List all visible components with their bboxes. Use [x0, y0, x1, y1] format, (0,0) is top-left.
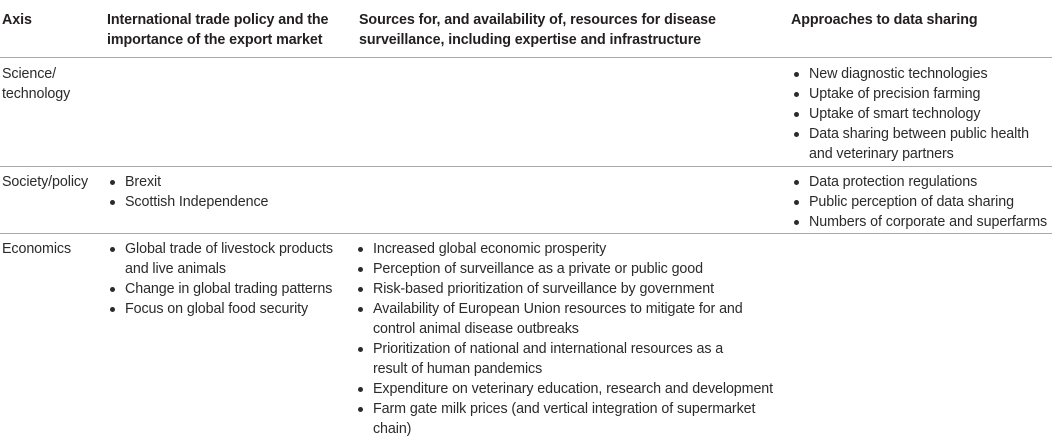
row-axis-label: Science/ technology	[2, 66, 71, 102]
header-trade-policy: International trade policy and the importance of the export market	[107, 12, 329, 48]
list-item: New diagnostic technologies	[791, 64, 1052, 84]
list-item: Scottish Independence	[107, 192, 347, 212]
row-divider	[0, 233, 1052, 234]
row-axis-label: Economics	[2, 241, 72, 257]
list-item: Focus on global food security	[107, 299, 347, 319]
header-axis: Axis	[2, 12, 32, 28]
list-item: Risk-based prioritization of surveillance by government	[355, 279, 775, 299]
list-item: Data sharing between public health and veterinary partners	[791, 124, 1052, 164]
list-item: Uptake of precision farming	[791, 84, 1052, 104]
header-resources: Sources for, and availability of, resources for disease surveillance, including expertise and infrastructure	[359, 12, 716, 48]
bullet-list	[791, 172, 1052, 232]
list-item: Global trade of livestock products and live animals	[107, 239, 347, 279]
bullet-list	[791, 64, 1052, 164]
list-item: Perception of surveillance as a private or public good	[355, 259, 775, 279]
list-item: Expenditure on veterinary education, research and development	[355, 379, 775, 399]
list-item: Uptake of smart technology	[791, 104, 1052, 124]
row-data-sharing-cell	[791, 172, 1052, 232]
bullet-list	[107, 172, 347, 212]
header-divider	[0, 57, 1052, 58]
list-item: Numbers of corporate and superfarms	[791, 212, 1052, 232]
header-data-sharing: Approaches to data sharing	[791, 12, 978, 28]
bullet-list	[355, 239, 775, 439]
row-divider	[0, 166, 1052, 167]
list-item: Farm gate milk prices (and vertical integration of supermarket chain)	[355, 399, 775, 439]
list-item: Increased global economic prosperity	[355, 239, 775, 259]
row-resources-cell	[355, 239, 775, 439]
row-data-sharing-cell	[791, 64, 1052, 164]
list-item: Change in global trading patterns	[107, 279, 347, 299]
list-item: Brexit	[107, 172, 347, 192]
list-item: Availability of European Union resources to mitigate for and control animal disease outbreaks	[355, 299, 775, 339]
bullet-list	[107, 239, 347, 319]
list-item: Public perception of data sharing	[791, 192, 1052, 212]
row-trade-policy-cell	[107, 172, 347, 212]
row-axis-label: Society/policy	[2, 174, 89, 190]
list-item: Data protection regulations	[791, 172, 1052, 192]
row-trade-policy-cell	[107, 239, 347, 319]
list-item: Prioritization of national and international resources as a result of human pandemics	[355, 339, 775, 379]
